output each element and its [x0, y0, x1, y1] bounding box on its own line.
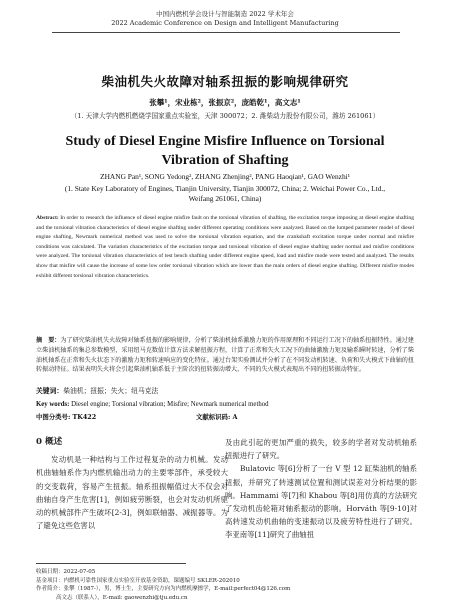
- keywords-cn-label: 关键词：: [36, 387, 64, 395]
- body-column-left: [36, 436, 228, 532]
- section-title: 0 概述: [36, 437, 63, 447]
- cn-abstract-label: 摘 要：: [36, 337, 61, 344]
- footnote-rule: [36, 563, 186, 564]
- footnote-received: 收稿日期：2022-07-05: [36, 569, 96, 575]
- footnote-contact: 高文志（联系人），E-mail: gaowenzhi@tju.edu.cn: [56, 594, 188, 601]
- header-line-cn: 中国内燃机学会设计与智能制造 2022 学术年会: [156, 10, 294, 18]
- chinese-affiliation: （1. 天津大学内燃机燃烧学国家重点实验室，天津 300072；2. 潍柴动力股份有限公司，潍坊 261061）: [70, 112, 380, 120]
- keywords-cn: [36, 386, 414, 397]
- abstract-text: In order to research the influence of diesel engine misfire fault on the torsional vibration of shafting, the excitation torque imposing at diesel engine shafting and the torsional vibration characteristics of diesel engine shafting under different operating conditions were analyzed. Based on the lumped parameter model of diesel engine shafting, Newmark numerical method was used to solve the torsional vibration equation, and the crankshaft excitation torque under normal and misfire conditions was calculated. The variation characteristics of the excitation torque and torsional vibration of diesel engine shafting under normal and misfire conditions were analyzed. The torsional vibration characteristics of test bench shafting under different engine speed, load and misfire mode were tested and analyzed. The results show that misfire will cause the increase of some low order torsional vibration which are lower than the main orders of diesel engine shafting. Different misfire modes exhibit different torsional vibration characteristics.: [36, 215, 414, 279]
- body-paragraph: Bulatovic 等[6]分析了一台 V 型 12 缸柴油机的轴系扭振，并研究了转速测试位置和测试误差对分析结果的影响。Hammami 等[7]和 Khabou 等[8]用仿真的方法研究了发动机齿轮箱对轴系振动的影响。Horváth 等[9-10]对高转速发动机曲轴的变速振动以及疲劳特性进行了研究。李亚南等[11]研究了曲轴扭: [225, 464, 417, 540]
- header-rule: [52, 32, 400, 33]
- keywords-cn-text: 柴油机；扭振；失火；纽马克法: [63, 387, 159, 395]
- abstract-label: Abstract:: [36, 215, 59, 221]
- english-title: [0, 132, 450, 170]
- english-affiliation: (1. State Key Laboratory of Engines, Tianjin University, Tianjin 300072, China; 2. Weichai Power Co., Ltd., Weifang 261061, China): [64, 184, 386, 203]
- keywords-en: [36, 399, 414, 410]
- english-title-line2: Vibration of Shafting: [161, 153, 289, 168]
- footnote-fund: 基金项目：内燃机可靠性国家重点实验室开放基金资助，课题编号 SKLER-202010: [36, 577, 240, 584]
- document-code: 文献标识码: A: [196, 413, 238, 421]
- footnotes: [36, 568, 426, 602]
- body-paragraph: 发动机是一种结构与工作过程复杂的动力机械。发动机曲轴轴系作为内燃机输出动力的主要零部件，承受较大的交变载荷，容易产生扭振。轴系扭振幅值过大不仅会对曲轴自身产生危害[1]，例如疲劳断裂，也会对发动机所驱动的机械部件产生破坏[2-3]，例如联轴器、减振器等。为了避免这些危害以: [36, 455, 228, 531]
- chinese-abstract: [36, 336, 414, 375]
- clc-number: 中图分类号: TK422: [36, 413, 97, 421]
- body-paragraph-continued: 及由此引起的更加严重的损失，较多的学者对发动机轴系扭振进行了研究。: [225, 438, 417, 461]
- chinese-title: 柴油机失火故障对轴系扭振的影响规律研究: [101, 74, 349, 89]
- header-line-en: 2022 Academic Conference on Design and Intelligent Manufacturing: [111, 19, 339, 27]
- keywords-en-label: Key words:: [36, 401, 70, 408]
- english-abstract: [36, 214, 414, 281]
- body-column-right: [225, 436, 417, 542]
- running-header: [0, 10, 450, 28]
- keywords-en-text: Diesel engine; Torsional vibration; Misfire; Newmark numerical method: [71, 401, 269, 408]
- classification-row: [36, 412, 414, 421]
- english-title-line1: Study of Diesel Engine Misfire Influence on Torsional: [65, 134, 385, 149]
- footnote-author: 作者简介：张攀（1987-），男，博士生，主要研究方向为内燃机摩擦学，E-mail:perfect04@126.com: [36, 586, 291, 593]
- english-authors: ZHANG Pan¹, SONG Yedong², ZHANG Zhenjing², PANG Haoqian¹, GAO Wenzhi¹: [100, 172, 350, 181]
- chinese-authors: 张攀¹，宋业栋²，张振京²，庞皓乾¹，高文志¹: [149, 98, 301, 107]
- cn-abstract-text: 为了研究柴油机失火故障对轴系扭振的影响规律，分析了柴油机轴系激励力矩的作用原理和不同运行工况下的轴系扭振特性。通过建立柴油机轴系的集总参数模型，采用纽马克数值计算方法求解扭振方程，计算了正常和失火工况下的曲轴激励力矩及输系瞬时转速，分析了柴油机轴系在正常和失火状态下的激励力矩和转速响应的变化特征。通过台架实验测试并分析了在不同发动机转速、负荷和失火模式下曲轴的扭转振动特征。结果表明失火将会引起柴油机轴系低于主阶次的扭转振动增大，不同的失火模式表现出不同的扭转振动特征。: [36, 337, 415, 374]
